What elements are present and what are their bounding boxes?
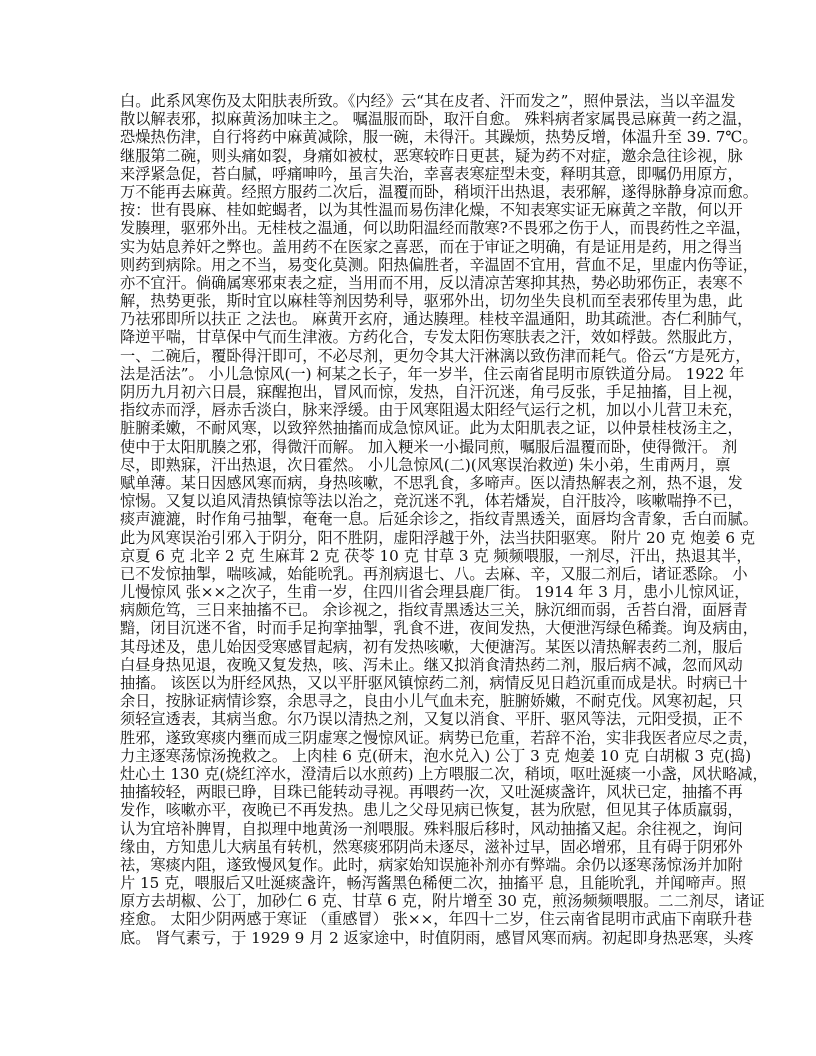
text-line: 黯，闭目沉迷不省，时而手足拘挛抽掣，乳食不进，夜间发热，大便泄泻绿色稀粪。询及病由， [120, 619, 758, 638]
text-line: 胜邪，遂致寒痰内壅而成三阴虚寒之慢惊风证。病势已危重，若辞不治，实非我医者应尽之责， [120, 728, 758, 747]
text-line: 痰声漉漉，时作角弓抽掣，奄奄一息。后延余诊之，指纹青黑透关，面唇均含青象，舌白而腻。 [120, 510, 758, 529]
text-line: 一、二碗后，覆卧得汗即可，不必尽剂，更勿令其大汗淋漓以致伤津而耗气。俗云“方是死方， [120, 346, 751, 365]
text-line: 恐燥热伤津，自行将药中麻黄减除，服一碗，未得汗。其躁烦，热势反增，体温升至 39. 7℃。 [120, 128, 758, 147]
text-line: 指纹赤而浮，唇赤舌淡白，脉来浮缓。由于风寒阻遏太阳经气运行之机，加以小儿营卫未充， [120, 401, 743, 420]
text-line: 来浮紧急促，苔白腻，呼痛呻吟，虽言失治，幸喜表寒症型未变，释明其意，即嘱仍用原方， [120, 164, 743, 183]
text-line: 乃祛邪即所以扶正 之法也。 麻黄开玄府，通达腠理。桂枝辛温通阳，助其疏泄。杏仁利肺气， [120, 310, 753, 329]
text-line: 按：世有畏麻、桂如蛇蝎者，以为其性温而易伤津化燥，不知表寒实证无麻黄之辛散，何以开 [120, 201, 743, 220]
text-line: 惊惕。又复以追风清热镇惊等法以治之，竞沉迷不乳，体若燔炭，自汗肢冷，咳嗽喘挣不已， [120, 492, 743, 511]
text-line: 其母述及，患儿始因受寒感冒起病，初有发热咳嗽，大便溏泻。某医以清热解表药二剂，服后 [120, 637, 743, 656]
text-line: 法是活法”。 小儿急惊风(一) 柯某之长子，年一岁半，住云南省昆明市原铁道分局。 1922 年 [120, 364, 745, 383]
text-line: 须轻宣透表，其病当愈。尔乃误以清热之剂，又复以消食、平肝、驱风等法，元阳受损，正不 [120, 710, 743, 729]
text-line: 白。此系风寒伤及太阳肤表所致。《内经》云“其在皮者、汗而发之”，照仲景法，当以辛温发 [120, 92, 736, 110]
text-line: 此为风寒误治引邪入于阴分，阳不胜阴，虚阳浮越于外，法当扶阳驱寒。 附片 20 克 炮姜 6 克 [120, 528, 756, 547]
text-line: 发腠理，驱邪外出。无桂枝之温通，何以助阳温经而散寒?不畏邪之伤于人，而畏药性之辛温， [120, 219, 751, 238]
text-line: 脏腑柔嫩，不耐风寒，以致猝然抽搐而成急惊风证。此为太阳肌表之证，以仲景桂枝汤主之， [120, 419, 743, 438]
text-line: 赋单薄。某日因感风寒而病，身热咳嗽，不思乳食，多啼声。医以清热解表之剂，热不退，发 [120, 473, 743, 492]
text-line: 灶心土 130 克(烧红淬水，澄清后以水煎药) 上方喂服二次，稍顷，呕吐涎痰一小盏，风状略减， [120, 764, 768, 783]
text-line: 京夏 6 克 北辛 2 克 生麻茸 2 克 茯苓 10 克 甘草 3 克 频频喂服，一剂尽，汗出，热退其半， [120, 546, 752, 565]
text-line: 万不能再去麻黄。经照方服药二次后，温覆而卧，稍顷汗出热退，表邪解，遂得脉静身凉而愈。 [120, 182, 758, 201]
text-line: 儿慢惊风 张××之次子，生甫一岁，住四川省会理县鹿厂街。 1914 年 3 月，患小儿惊风证， [120, 583, 750, 602]
text-line: 原方去胡椒、公丁，加砂仁 6 克、甘草 6 克，附片增至 30 克，煎汤频频喂服。二二剂尽，诸证 [120, 892, 765, 911]
text-line: 缘由，方知患儿大病虽有转机，然寒痰邪阴尚未逐尽，滋补过早，固必增邪，且有碍于阴邪外 [120, 837, 743, 856]
text-line: 抽搐较轻，两眼已睁，目珠已能转动寻视。再喂药一次，又吐涎痰盏许，风状已定，抽搐不再 [120, 783, 743, 802]
text-line: 阴历九月初六日晨，寐醒抱出，冒风而惊，发热，自汗沉迷，角弓反张，手足抽搐，目上视， [120, 383, 743, 401]
text-line: 继服第二碗，则头痛如裂，身痛如被杖，恶寒较昨日更甚，疑为药不对症，邀余急往诊视，脉 [120, 146, 743, 165]
text-line: 发作，咳嗽亦平，夜晚已不再发热。患儿之父母见病已恢复，甚为欣慰，但见其子体质羸弱， [120, 801, 743, 820]
text-line: 片 15 克，喂服后又吐涎痰盏许，畅泻酱黑色稀便二次，抽搐平 息，且能吮乳，并闻啼声。照 [120, 874, 747, 893]
text-line: 散以解表邪，拟麻黄汤加味主之。 嘱温服而卧，取汗自愈。 殊料病者家属畏忌麻黄一药之温， [120, 110, 753, 129]
text-line: 尽，即熟寐，汗出热退，次日霍然。 小儿急惊风(二)(风寒误治救逆) 朱小弟，生甫两月，禀 [120, 455, 731, 474]
text-line: 力主逐寒荡惊汤挽救之。 上肉桂 6 克(研末，泡水兑入) 公丁 3 克 炮姜 10 克 白胡椒 3 克(捣) [120, 746, 752, 765]
text-line: 解，热势更张，斯时宜以麻桂等剂因势利导，驱邪外出，切勿坐失良机而至表邪传里为患，此 [120, 292, 743, 311]
text-line: 白昼身热见退，夜晚又复发热，咳、泻未止。继又拟消食清热药二剂，服后病不减，忽而风动 [120, 655, 743, 674]
text-line: 病颇危笃，三日来抽搐不已。 余诊视之，指纹青黑透达三关，脉沉细而弱，舌苔白滑，面唇青 [120, 601, 748, 620]
text-line: 余日，按脉证病情诊察，余思寻之，良由小儿气血未充，脏腑娇嫩，不耐克伐。风寒初起，只 [120, 692, 743, 711]
body-text [120, 92, 768, 947]
text-line: 实为姑息养奸之弊也。盖用药不在医家之喜恶，而在于审证之明确，有是证用是药，用之得当 [120, 237, 743, 256]
text-line: 痊愈。 太阳少阴两感于寒证 （重感冒） 张××，年四十二岁，住云南省昆明市武庙下南联升巷 [120, 910, 753, 929]
text-line: 已不发惊抽掣，喘咳减，始能吮乳。再剂病退七、八。去麻、辛，又服二剂后，诸证悉除。 小 [120, 564, 748, 583]
text-line: 抽搐。 该医以为肝经风热，又以平肝驱风镇惊药二剂，病情反见日趋沉重而成是状。时病已十 [120, 674, 748, 692]
text-line: 底。 肾气素亏，于 1929 9 月 2 返家途中，时值阴雨，感冒风寒而病。初起即身热恶寒，头疼 [120, 928, 754, 947]
text-line: 认为宜培补脾胃，自拟理中地黄汤一剂喂服。殊料服后移时，风动抽搐又起。余往视之，询问 [120, 819, 743, 838]
text-line: 亦不宜汗。倘确属寒邪束表之症，当用而不用，反以清凉苦寒抑其热，势必助邪伤正，表寒不 [120, 273, 743, 292]
text-line: 祛，寒痰内阻，遂致慢风复作。此时，病家始知误施补剂亦有弊端。余仍以逐寒荡惊汤并加附 [120, 855, 743, 874]
text-line: 则药到病除。用之不当，易变化莫测。阳热偏胜者，辛温固不宜用，营血不足，里虚内伤等证， [120, 255, 758, 274]
text-line: 降逆平喘，甘草保中气而生津液。方药化合，专发太阳伤寒肤表之汗，效如桴鼓。然服此方， [120, 328, 743, 347]
text-line: 使中于太阳肌腠之邪，得微汗而解。 加入粳米一小撮同煎，嘱服后温覆而卧，使得微汗。 剂 [120, 437, 738, 456]
